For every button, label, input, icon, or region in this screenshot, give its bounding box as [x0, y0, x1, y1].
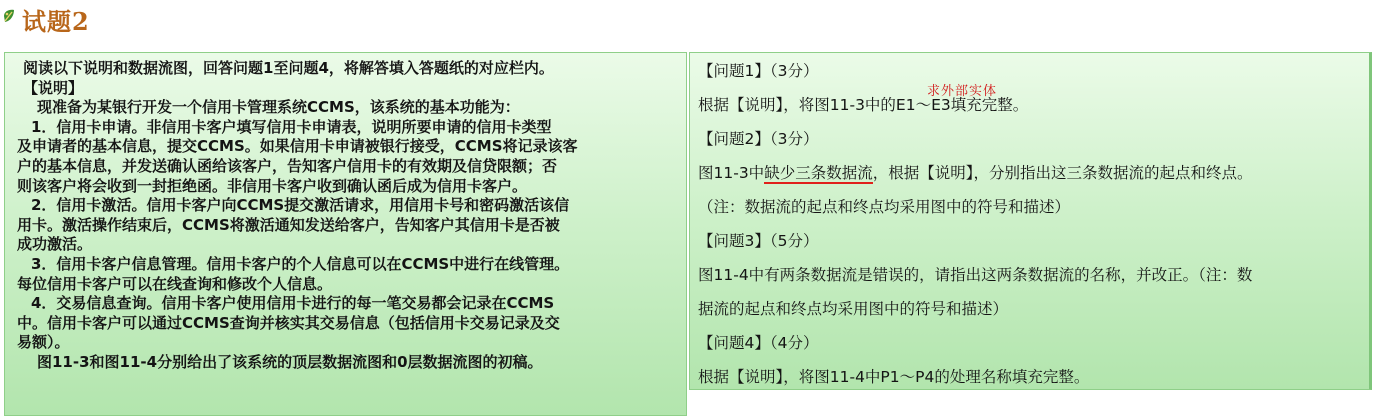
- description-line: 用卡。激活操作结束后，CCMS将激活通知发送给客户，告知客户其信用卡是否被: [17, 215, 560, 234]
- description-line: 易额）。: [17, 333, 70, 352]
- description-line: 2．信用卡激活。信用卡客户向CCMS提交激活请求，用信用卡号和密码激活该信: [31, 196, 570, 215]
- underlined-phrase: 缺少三条数据流: [764, 164, 873, 182]
- description-line: 及申请者的基本信息，提交CCMS。如果信用卡申请被银行接受，CCMS将记录该客: [17, 137, 578, 156]
- questions-panel: [689, 52, 1372, 390]
- description-line: 成功激活。: [17, 235, 93, 254]
- question-1-header: 【问题1】（3分）: [698, 62, 819, 80]
- question-1-text: 根据【说明】，将图11-3中的E1～E3填充完整。: [698, 96, 1029, 114]
- question-3-text-line-1: 图11-4中有两条数据流是错误的，请指出这两条数据流的名称，并改正。（注：数: [698, 266, 1253, 284]
- question-4-text: 根据【说明】，将图11-4中P1～P4的处理名称填充完整。: [698, 368, 1090, 386]
- description-line: 现准备为某银行开发一个信用卡管理系统CCMS，该系统的基本功能为：: [37, 98, 520, 117]
- description-line: 户的基本信息，并发送确认函给该客户，告知客户信用卡的有效期及信贷限额；否: [17, 156, 558, 175]
- question-2-note: （注：数据流的起点和终点均采用图中的符号和描述）: [698, 198, 1071, 216]
- question-4-header: 【问题4】（4分）: [698, 334, 819, 352]
- question-3-text-line-2: 据流的起点和终点均采用图中的符号和描述）: [698, 300, 1009, 318]
- description-line: 图11-3和图11-4分别给出了该系统的顶层数据流图和0层数据流图的初稿。: [37, 352, 543, 371]
- question-3-header: 【问题3】（5分）: [698, 232, 819, 250]
- description-line: 1．信用卡申请。非信用卡客户填写信用卡申请表，说明所要申请的信用卡类型: [31, 117, 552, 136]
- description-line: 中。信用卡客户可以通过CCMS查询并核实其交易信息（包括信用卡交易记录及交: [17, 313, 560, 332]
- description-line: 4．交易信息查询。信用卡客户使用信用卡进行的每一笔交易都会记录在CCMS: [31, 294, 555, 313]
- description-line: 3．信用卡客户信息管理。信用卡客户的个人信息可以在CCMS中进行在线管理。: [31, 254, 570, 273]
- question-2-text: [698, 163, 1361, 184]
- description-line: 每位信用卡客户可以在线查询和修改个人信息。: [17, 274, 333, 293]
- question-2-text-start: 图11-3中: [698, 164, 765, 182]
- question-2-header: 【问题2】（3分）: [698, 130, 819, 148]
- question-2-text-end: ，根据【说明】，分别指出这三条数据流的起点和终点。: [872, 164, 1253, 182]
- handwritten-annotation: 求外部实体: [927, 84, 998, 99]
- description-line: 则该客户将会收到一封拒绝函。非信用卡客户收到确认函后成为信用卡客户。: [17, 176, 528, 195]
- description-heading: 【说明】: [23, 78, 84, 97]
- leaf-bullet-icon: [2, 8, 16, 24]
- page-title: 试题2: [22, 7, 90, 36]
- description-panel: [4, 52, 687, 416]
- intro-line: 阅读以下说明和数据流图，回答问题1至问题4，将解答填入答题纸的对应栏内。: [23, 59, 554, 77]
